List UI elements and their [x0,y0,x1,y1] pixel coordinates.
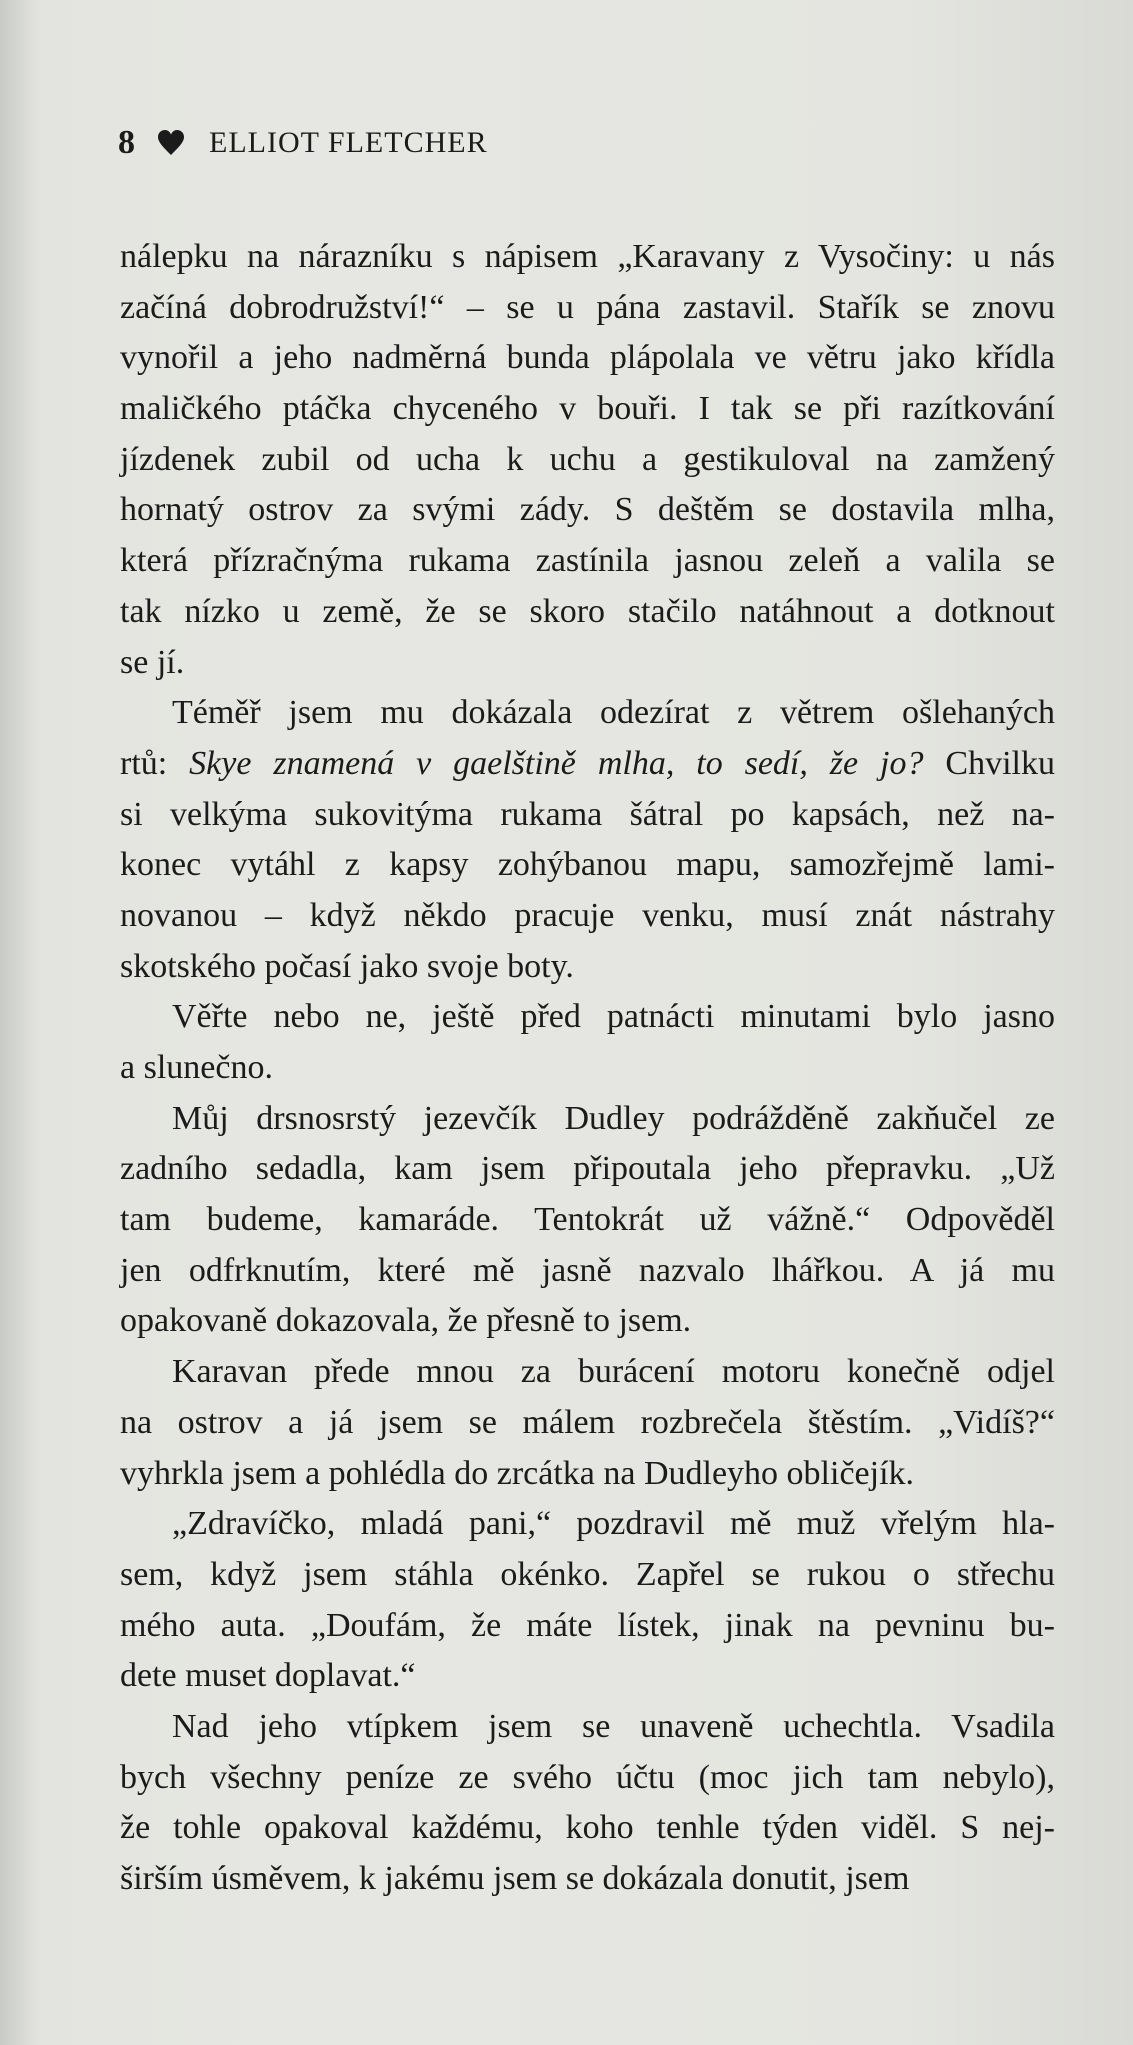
text-line: dete muset doplavat.“ [120,1657,416,1695]
text-line: která přízračnýma rukama zastínila jasnou zeleň a valila se [120,542,1055,580]
text-line: a slunečno. [120,1049,273,1086]
text-line: Téměř jsem mu dokázala odezírat z větrem ošlehaných [172,694,1055,732]
text-line: bych všechny peníze ze svého účtu (moc jich tam nebylo), [120,1758,1055,1796]
text-line: se jí. [120,643,185,681]
text-line: širším úsměvem, k jakému jsem se dokázala donutit, jsem [120,1860,910,1897]
page-number: 8 [118,124,135,161]
text-line: si velkýma sukovitýma rukama šátral po kapsách, než na- [120,795,1055,833]
body-text [120,232,1055,1905]
text-line: Věřte nebo ne, ještě před patnácti minutami bylo jasno [172,998,1055,1036]
text-line: zadního sedadla, kam jsem připoutala jeho přepravku. „Už [120,1150,1055,1188]
text-line: konec vytáhl z kapsy zohýbanou mapu, samozřejmě lami- [120,846,1055,884]
text-line: jízdenek zubil od ucha k uchu a gestikuloval na zamžený [120,440,1055,478]
text-line: Nad jeho vtípkem jsem se unaveně uchechtla. Vsadila [172,1707,1055,1745]
text-line: vynořil a jeho nadměrná bunda plápolala ve větru jako křídla [120,339,1055,377]
page-header [118,118,488,168]
heart-icon [157,129,185,157]
text-line: nálepku na nárazníku s nápisem „Karavany z Vysočiny: u nás [120,238,1055,275]
text-line: jen odfrknutím, které mě jasně nazvalo lhářkou. A já mu [120,1251,1055,1289]
text-line: tam budeme, kamaráde. Tentokrát už vážně.“ Odpověděl [120,1201,1055,1239]
text-line: maličkého ptáčka chyceného v bouři. I tak se při razítkování [120,390,1055,428]
text-line: novanou – když někdo pracuje venku, musí znát nástrahy [120,896,1055,934]
paragraph [120,1499,1055,1702]
paragraph [120,1094,1055,1347]
text-line: Karavan přede mnou za burácení motoru konečně odjel [172,1353,1055,1391]
text-line: skotského počasí jako svoje boty. [120,947,574,985]
text-line: tak nízko u země, že se skoro stačilo natáhnout a dotknout [120,592,1055,630]
running-head-author: ELLIOT FLETCHER [209,126,488,159]
text-line: začíná dobrodružství!“ – se u pána zastavil. Stařík se znovu [120,288,1055,326]
text-line: vyhrkla jsem a pohlédla do zrcátka na Dudleyho obličejík. [120,1454,915,1492]
text-line: na ostrov a já jsem se málem rozbrečela štěstím. „Vidíš?“ [120,1403,1055,1441]
text-line: mého auta. „Doufám, že máte lístek, jinak na pevninu bu- [120,1606,1055,1644]
text-line: rtů: Skye znamená v gaelštině mlha, to sedí, že jo? Chvilku [120,744,1055,782]
text-line: „Zdravíčko, mladá pani,“ pozdravil mě muž vřelým hla- [172,1505,1055,1543]
text-line: že tohle opakoval každému, koho tenhle týden viděl. S nej- [120,1809,1055,1847]
text-line: sem, když jsem stáhla okénko. Zapřel se rukou o střechu [120,1555,1055,1593]
paragraph [120,1347,1055,1499]
paragraph [120,232,1055,688]
text-line: hornatý ostrov za svými zády. S deštěm se dostavila mlha, [120,491,1055,529]
paragraph [120,992,1055,1093]
text-line: opakovaně dokazovala, že přesně to jsem. [120,1302,692,1340]
text-line: Můj drsnosrstý jezevčík Dudley podrážděně zakňučel ze [172,1099,1055,1137]
paragraph [120,1702,1055,1905]
paragraph [120,688,1055,992]
